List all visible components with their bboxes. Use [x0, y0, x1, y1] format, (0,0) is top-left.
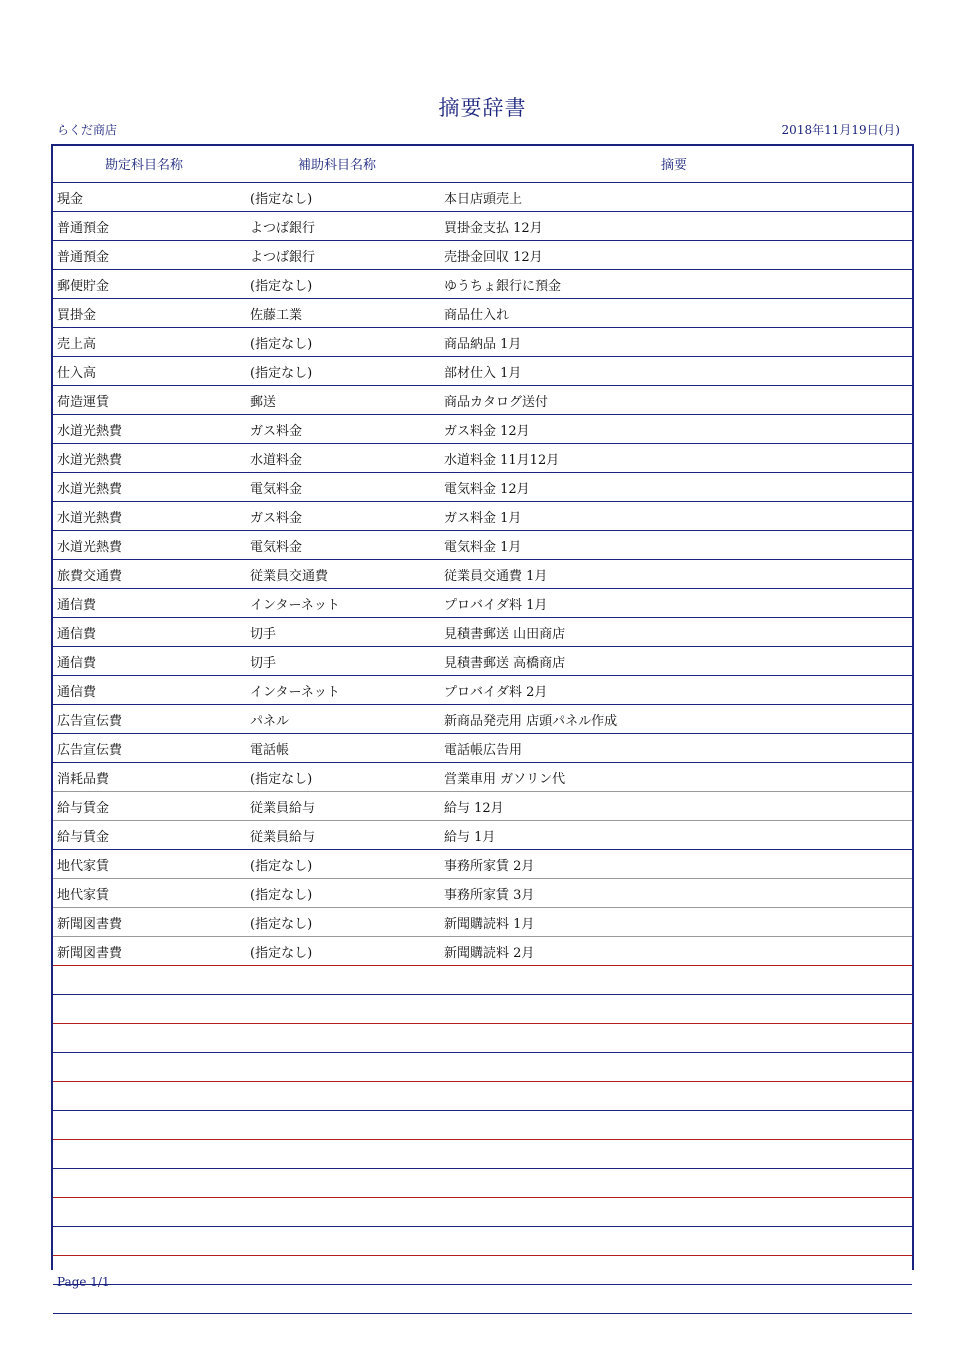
cell-summary: 新聞購読料 1月: [444, 917, 535, 932]
cell-account-name: 水道光熱費: [57, 540, 123, 555]
table-header: [53, 146, 912, 183]
cell-sub-account-name: 電気料金: [250, 540, 303, 555]
cell-account-name: 給与賃金: [57, 801, 110, 816]
table-row: [53, 763, 912, 792]
cell-account-name: 通信費: [57, 685, 97, 700]
cell-account-name: 買掛金: [57, 308, 97, 323]
cell-sub-account-name: 電話帳: [250, 743, 290, 758]
cell-account-name: 水道光熱費: [57, 511, 123, 526]
table-row: [53, 270, 912, 299]
table-row: [53, 444, 912, 473]
table-row: [53, 821, 912, 850]
table-body: [53, 183, 912, 1314]
cell-sub-account-name: インターネット: [250, 685, 340, 700]
page-title: 摘要辞書: [438, 96, 527, 120]
cell-sub-account-name: ガス料金: [250, 424, 303, 439]
table-row: [53, 473, 912, 502]
table-row: [53, 618, 912, 647]
cell-summary: 給与 12月: [444, 801, 504, 816]
table-row: [53, 908, 912, 937]
table-row: [53, 1140, 912, 1169]
cell-summary: プロバイダ料 2月: [444, 685, 548, 700]
cell-account-name: 新聞図書費: [57, 946, 123, 961]
cell-sub-account-name: インターネット: [250, 598, 340, 613]
cell-account-name: 水道光熱費: [57, 424, 123, 439]
table-row: [53, 357, 912, 386]
table-row: [53, 299, 912, 328]
cell-summary: 電気料金 1月: [444, 540, 522, 555]
cell-summary: 営業車用 ガソリン代: [444, 772, 566, 787]
cell-summary: 商品カタログ送付: [444, 395, 549, 410]
table-row: [53, 937, 912, 966]
cell-account-name: 地代家賃: [57, 859, 110, 874]
cell-account-name: 通信費: [57, 656, 97, 671]
cell-account-name: 地代家賃: [57, 888, 110, 903]
table-row: [53, 531, 912, 560]
table-row: [53, 1024, 912, 1053]
table-row: [53, 386, 912, 415]
cell-account-name: 水道光熱費: [57, 482, 123, 497]
table-row: [53, 1227, 912, 1256]
cell-summary: 商品仕入れ: [444, 308, 510, 323]
cell-summary: 事務所家賃 2月: [444, 859, 535, 874]
table-row: [53, 647, 912, 676]
table-row: [53, 995, 912, 1024]
cell-sub-account-name: (指定なし): [250, 279, 313, 294]
cell-sub-account-name: 切手: [250, 656, 277, 671]
cell-sub-account-name: 郵送: [250, 395, 277, 410]
cell-account-name: 給与賃金: [57, 830, 110, 845]
cell-summary: 買掛金支払 12月: [444, 221, 543, 236]
cell-account-name: 現金: [57, 192, 84, 207]
header-sub-account-name: 補助科目名称: [298, 158, 377, 173]
summary-dictionary-table: [51, 144, 914, 1270]
table-row: [53, 734, 912, 763]
cell-summary: 新商品発売用 店頭パネル作成: [444, 714, 618, 729]
table-row: [53, 212, 912, 241]
cell-summary: 部材仕入 1月: [444, 366, 522, 381]
cell-account-name: 新聞図書費: [57, 917, 123, 932]
cell-summary: 見積書郵送 高橋商店: [444, 656, 566, 671]
cell-summary: 従業員交通費 1月: [444, 569, 548, 584]
cell-account-name: 郵便貯金: [57, 279, 110, 294]
table-row: [53, 966, 912, 995]
cell-sub-account-name: 水道料金: [250, 453, 303, 468]
cell-summary: ゆうちょ銀行に預金: [444, 279, 562, 294]
cell-account-name: 仕入高: [57, 366, 97, 381]
header-summary: 摘要: [661, 158, 688, 173]
table-row: [53, 1256, 912, 1285]
cell-account-name: 売上高: [57, 337, 97, 352]
cell-summary: 売掛金回収 12月: [444, 250, 543, 265]
cell-account-name: 水道光熱費: [57, 453, 123, 468]
cell-sub-account-name: よつば銀行: [250, 221, 316, 236]
table-row: [53, 1053, 912, 1082]
cell-summary: 見積書郵送 山田商店: [444, 627, 566, 642]
cell-sub-account-name: (指定なし): [250, 337, 313, 352]
cell-sub-account-name: 従業員給与: [250, 830, 316, 845]
table-row: [53, 241, 912, 270]
cell-account-name: 通信費: [57, 598, 97, 613]
cell-sub-account-name: パネル: [250, 714, 290, 729]
cell-sub-account-name: 切手: [250, 627, 277, 642]
header-account-name: 勘定科目名称: [105, 158, 184, 173]
cell-summary: 商品納品 1月: [444, 337, 522, 352]
company-name: らくだ商店: [57, 123, 118, 137]
cell-sub-account-name: よつば銀行: [250, 250, 316, 265]
table-row: [53, 415, 912, 444]
cell-sub-account-name: (指定なし): [250, 917, 313, 932]
cell-account-name: 旅費交通費: [57, 569, 123, 584]
table-row: [53, 1198, 912, 1227]
table-row: [53, 879, 912, 908]
report-date: 2018年11月19日(月): [781, 123, 900, 137]
cell-sub-account-name: (指定なし): [250, 859, 313, 874]
cell-summary: 本日店頭売上: [444, 192, 523, 207]
cell-sub-account-name: (指定なし): [250, 192, 313, 207]
table-row: [53, 328, 912, 357]
cell-summary: 事務所家賃 3月: [444, 888, 535, 903]
cell-summary: 電話帳広告用: [444, 743, 523, 758]
cell-summary: 水道料金 11月12月: [444, 453, 560, 468]
table-row: [53, 502, 912, 531]
table-row: [53, 676, 912, 705]
cell-account-name: 普通預金: [57, 250, 110, 265]
cell-sub-account-name: (指定なし): [250, 366, 313, 381]
cell-summary: プロバイダ料 1月: [444, 598, 548, 613]
cell-account-name: 消耗品費: [57, 772, 110, 787]
table-row: [53, 792, 912, 821]
cell-account-name: 荷造運賃: [57, 395, 110, 410]
cell-sub-account-name: (指定なし): [250, 772, 313, 787]
cell-account-name: 広告宣伝費: [57, 714, 123, 729]
page-number: Page 1/1: [57, 1275, 110, 1289]
cell-sub-account-name: 電気料金: [250, 482, 303, 497]
table-row: [53, 850, 912, 879]
table-row: [53, 560, 912, 589]
table-row: [53, 183, 912, 212]
cell-sub-account-name: ガス料金: [250, 511, 303, 526]
cell-sub-account-name: 佐藤工業: [250, 308, 303, 323]
cell-sub-account-name: 従業員交通費: [250, 569, 329, 584]
cell-summary: ガス料金 12月: [444, 424, 530, 439]
cell-summary: ガス料金 1月: [444, 511, 522, 526]
cell-account-name: 広告宣伝費: [57, 743, 123, 758]
table-row: [53, 705, 912, 734]
cell-sub-account-name: 従業員給与: [250, 801, 316, 816]
table-row: [53, 1169, 912, 1198]
cell-sub-account-name: (指定なし): [250, 946, 313, 961]
cell-account-name: 普通預金: [57, 221, 110, 236]
cell-summary: 新聞購読料 2月: [444, 946, 535, 961]
cell-summary: 電気料金 12月: [444, 482, 530, 497]
table-row: [53, 1111, 912, 1140]
table-row: [53, 1082, 912, 1111]
cell-summary: 給与 1月: [444, 830, 496, 845]
table-row: [53, 589, 912, 618]
cell-account-name: 通信費: [57, 627, 97, 642]
table-row: [53, 1285, 912, 1314]
cell-sub-account-name: (指定なし): [250, 888, 313, 903]
